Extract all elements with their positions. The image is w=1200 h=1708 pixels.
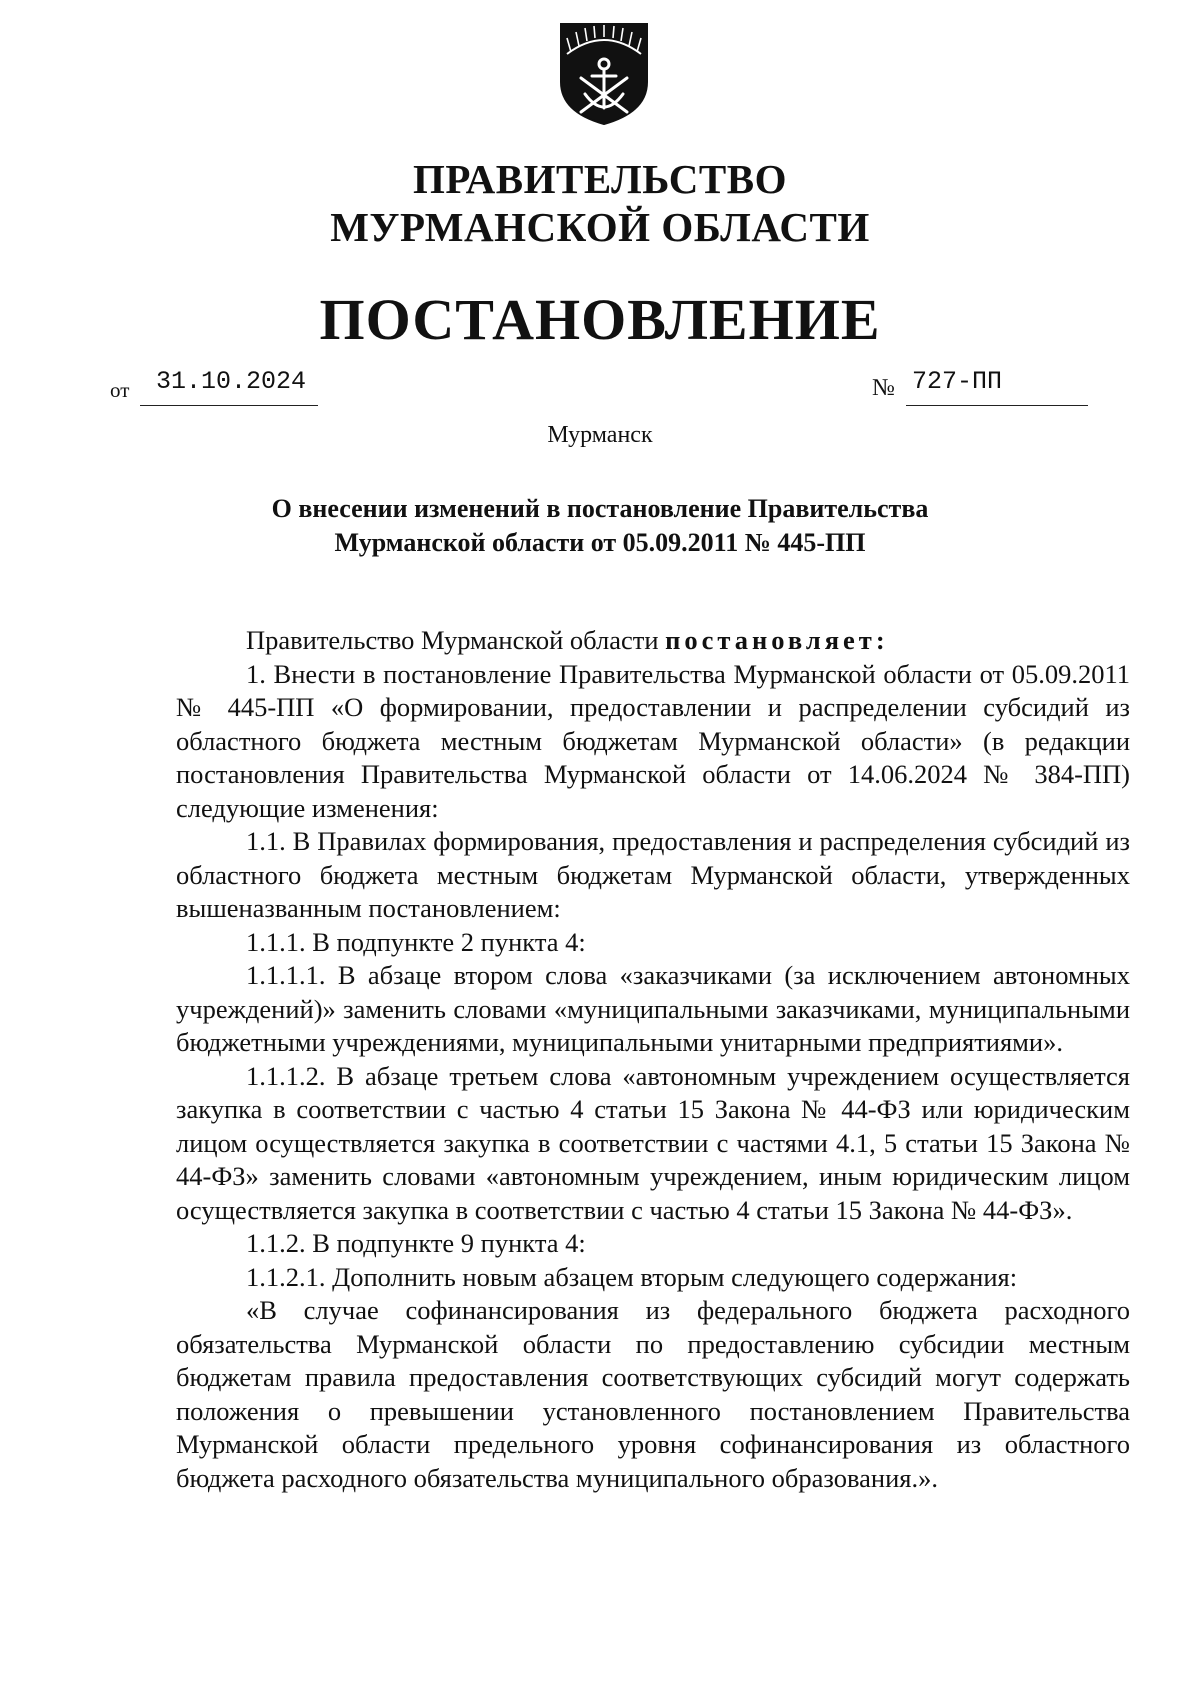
paragraph-1-1-1: 1.1.1. В подпункте 2 пункта 4: [246,926,586,957]
issue-city: Мурманск [547,422,653,448]
document-number: 727-ПП [906,360,1088,406]
murmansk-coat-of-arms-icon [557,20,651,128]
document-subject-line2: Мурманской области от 05.09.2011 № 445-ПП [334,528,866,557]
intro-text: Правительство Мурманской области [246,625,659,655]
paragraph-1: 1. Внести в постановление Правительства Мурманской области от 05.09.2011 № 445-ПП «О формировании, предоставлении и распределении субсидий из областного бюджета местным бюджетам Мурманской области» (в редакции постановления Правительства Мурманской области от 14.06.2024 № 384-ПП) следующие изменения: [176,658,1130,823]
document-type-title: ПОСТАНОВЛЕНИЕ [319,287,881,352]
number-label: № [872,375,895,401]
paragraph-1-1-1-2: 1.1.1.2. В абзаце третьем слова «автономным учреждением осуществляется закупка в соответствии с частью 4 статьи 15 Закона № 44-ФЗ или юридическим лицом осуществляется закупка в соответствии с частями 4.1, 5 статьи 15 Закона № 44-ФЗ» заменить словами «автономным учреждением, иным юридическим лицом осуществляется закупка в соответствии с частью 4 статьи 15 Закона № 44-ФЗ». [176,1060,1130,1225]
date-label: от [110,378,130,402]
government-name-line2: МУРМАНСКОЙ ОБЛАСТИ [330,204,870,250]
document-date: 31.10.2024 [140,360,318,406]
paragraph-1-1-2-1: 1.1.2.1. Дополнить новым абзацем вторым следующего содержания: [246,1261,1018,1292]
document-body [176,624,1130,1495]
paragraph-1-1-1-1: 1.1.1.1. В абзаце втором слова «заказчиками (за исключением автономных учреждений)» заменить словами «муниципальными заказчиками, муниципальными бюджетными учреждениями, муниципальными унитарными предприятиями». [176,960,1130,1057]
document-subject-line1: О внесении изменений в постановление Правительства [271,494,929,523]
intro-emphasis: постановляет: [665,625,889,655]
inserted-paragraph: «В случае софинансирования из федерального бюджета расходного обязательства Мурманской области по предоставлению субсидии местным бюджетам правила предоставления соответствующих субсидий могут содержать положения о превышении установленного постановлением Правительства Мурманской области предельного уровня софинансирования из областного бюджета расходного обязательства муниципального образования.». [176,1295,1130,1493]
paragraph-1-1: 1.1. В Правилах формирования, предоставления и распределения субсидий из областного бюджета местным бюджетам Мурманской области, утвержденных вышеназванным постановлением: [176,826,1130,923]
intro-paragraph [176,624,1130,658]
government-name-line1: ПРАВИТЕЛЬСТВО [412,156,788,202]
paragraph-1-1-2: 1.1.2. В подпункте 9 пункта 4: [246,1228,586,1258]
